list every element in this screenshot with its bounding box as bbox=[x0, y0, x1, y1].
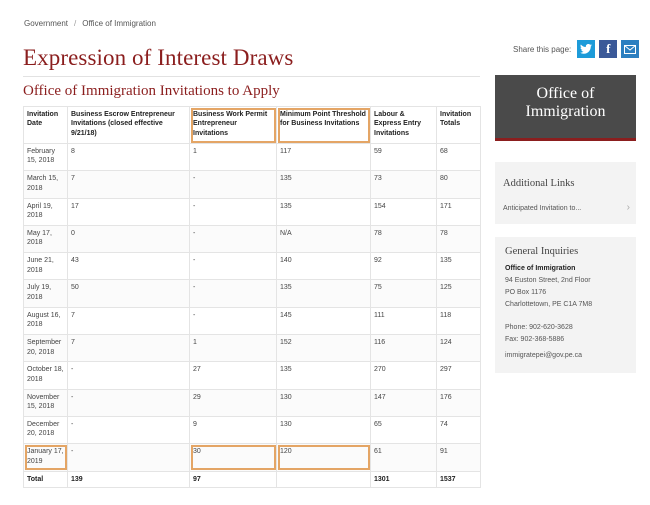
header-business-escrow: Business Escrow Entrepreneur Invitations (closed effective 9/21/18) bbox=[68, 107, 190, 144]
share-bar bbox=[513, 40, 639, 58]
table-row bbox=[24, 335, 481, 362]
cell-business-escrow: - bbox=[68, 389, 190, 416]
page-title: Expression of Interest Draws bbox=[23, 45, 294, 70]
cell-minimum-threshold: 145 bbox=[277, 307, 371, 334]
invitations-table bbox=[23, 106, 481, 488]
cell-business-work-permit: - bbox=[190, 225, 277, 252]
cell-business-work-permit: - bbox=[190, 253, 277, 280]
title-divider bbox=[23, 76, 480, 77]
header-invitation-totals: Invitation Totals bbox=[437, 107, 481, 144]
cell-labour-express: 270 bbox=[371, 362, 437, 389]
cell-business-work-permit: - bbox=[190, 307, 277, 334]
cell-business-work-permit: - bbox=[190, 198, 277, 225]
total-cell-business-work-permit: 97 bbox=[190, 471, 277, 487]
cell-business-work-permit: 29 bbox=[190, 389, 277, 416]
inquiries-phone: Phone: 902-620-3628 bbox=[505, 324, 573, 331]
cell-invitation-total: 68 bbox=[437, 144, 481, 171]
share-label: Share this page: bbox=[513, 44, 572, 54]
header-labour-express-entry: Labour & Express Entry Invitations bbox=[371, 107, 437, 144]
cell-minimum-threshold: 117 bbox=[277, 144, 371, 171]
cell-invitation-total: 124 bbox=[437, 335, 481, 362]
cell-invitation-total: 91 bbox=[437, 444, 481, 471]
additional-links-panel bbox=[495, 162, 636, 224]
cell-business-work-permit: 27 bbox=[190, 362, 277, 389]
cell-business-escrow: 0 bbox=[68, 225, 190, 252]
cell-business-escrow: - bbox=[68, 444, 190, 471]
cell-labour-express: 147 bbox=[371, 389, 437, 416]
cell-business-escrow: 7 bbox=[68, 171, 190, 198]
cell-business-work-permit: 1 bbox=[190, 144, 277, 171]
cell-minimum-threshold: 135 bbox=[277, 198, 371, 225]
total-cell-invitation-total: 1537 bbox=[437, 471, 481, 487]
cell-date: January 17, 2019 bbox=[24, 444, 68, 471]
cell-business-work-permit: - bbox=[190, 280, 277, 307]
breadcrumb-item-government[interactable]: Government bbox=[24, 19, 69, 28]
cell-invitation-total: 135 bbox=[437, 253, 481, 280]
cell-minimum-threshold: 140 bbox=[277, 253, 371, 280]
cell-date: June 21, 2018 bbox=[24, 253, 68, 280]
inquiries-email-link[interactable]: immigratepei@gov.pe.ca bbox=[505, 352, 583, 359]
additional-links-title: Additional Links bbox=[503, 178, 575, 189]
cell-date: September 20, 2018 bbox=[24, 335, 68, 362]
table-row bbox=[24, 307, 481, 334]
cell-invitation-total: 125 bbox=[437, 280, 481, 307]
inquiries-address-line1: 94 Euston Street, 2nd Floor bbox=[505, 277, 591, 284]
cell-date: December 20, 2018 bbox=[24, 416, 68, 443]
inquiries-address-line2: PO Box 1176 bbox=[505, 289, 547, 296]
cell-business-escrow: 8 bbox=[68, 144, 190, 171]
inquiries-fax: Fax: 902-368-5886 bbox=[505, 336, 565, 343]
facebook-icon[interactable]: f bbox=[599, 40, 617, 58]
section-title: Office of Immigration Invitations to Apply bbox=[23, 83, 280, 99]
cell-minimum-threshold: 152 bbox=[277, 335, 371, 362]
cell-date: May 17, 2018 bbox=[24, 225, 68, 252]
anticipated-invitation-link[interactable]: Anticipated Invitation to... bbox=[503, 205, 582, 212]
cell-date: March 15, 2018 bbox=[24, 171, 68, 198]
cell-invitation-total: 74 bbox=[437, 416, 481, 443]
cell-minimum-threshold: 135 bbox=[277, 171, 371, 198]
table-row bbox=[24, 362, 481, 389]
cell-date: August 16, 2018 bbox=[24, 307, 68, 334]
table-total-row bbox=[24, 471, 481, 487]
breadcrumb bbox=[24, 19, 156, 28]
cell-minimum-threshold: N/A bbox=[277, 225, 371, 252]
general-inquiries-panel bbox=[495, 237, 636, 373]
cell-date: July 19, 2018 bbox=[24, 280, 68, 307]
table-row bbox=[24, 198, 481, 225]
table-row bbox=[24, 171, 481, 198]
cell-date: April 19, 2018 bbox=[24, 198, 68, 225]
inquiries-address-line3: Charlottetown, PE C1A 7M8 bbox=[505, 301, 593, 308]
cell-business-work-permit: 1 bbox=[190, 335, 277, 362]
cell-business-escrow: 50 bbox=[68, 280, 190, 307]
header-invitation-date: Invitation Date bbox=[24, 107, 68, 144]
office-of-immigration-card[interactable]: Office of Immigration bbox=[495, 75, 636, 138]
cell-business-escrow: - bbox=[68, 362, 190, 389]
cell-business-work-permit: 30 bbox=[190, 444, 277, 471]
cell-invitation-total: 297 bbox=[437, 362, 481, 389]
table-row bbox=[24, 280, 481, 307]
table-row bbox=[24, 389, 481, 416]
table-row bbox=[24, 225, 481, 252]
cell-date: October 18, 2018 bbox=[24, 362, 68, 389]
total-cell-business-escrow: 139 bbox=[68, 471, 190, 487]
cell-labour-express: 116 bbox=[371, 335, 437, 362]
cell-minimum-threshold: 130 bbox=[277, 389, 371, 416]
header-business-work-permit: Business Work Permit Entrepreneur Invitations bbox=[190, 107, 277, 144]
table-row bbox=[24, 416, 481, 443]
cell-minimum-threshold: 120 bbox=[277, 444, 371, 471]
cell-minimum-threshold: 130 bbox=[277, 416, 371, 443]
table-row bbox=[24, 444, 481, 471]
email-icon[interactable] bbox=[621, 40, 639, 58]
table-header-row bbox=[24, 107, 481, 144]
cell-invitation-total: 78 bbox=[437, 225, 481, 252]
card-accent-bar bbox=[495, 138, 636, 141]
cell-minimum-threshold: 135 bbox=[277, 362, 371, 389]
chevron-right-icon[interactable]: › bbox=[626, 202, 630, 213]
cell-business-escrow: 7 bbox=[68, 335, 190, 362]
cell-business-escrow: 43 bbox=[68, 253, 190, 280]
cell-labour-express: 65 bbox=[371, 416, 437, 443]
cell-invitation-total: 176 bbox=[437, 389, 481, 416]
total-cell-labour-express: 1301 bbox=[371, 471, 437, 487]
cell-business-work-permit: - bbox=[190, 171, 277, 198]
cell-business-escrow: 7 bbox=[68, 307, 190, 334]
cell-labour-express: 73 bbox=[371, 171, 437, 198]
cell-business-work-permit: 9 bbox=[190, 416, 277, 443]
cell-business-escrow: 17 bbox=[68, 198, 190, 225]
cell-invitation-total: 80 bbox=[437, 171, 481, 198]
inquiries-org: Office of Immigration bbox=[505, 265, 576, 272]
breadcrumb-item-office[interactable]: Office of Immigration bbox=[82, 19, 156, 28]
cell-minimum-threshold: 135 bbox=[277, 280, 371, 307]
cell-date: February 15, 2018 bbox=[24, 144, 68, 171]
general-inquiries-title: General Inquiries bbox=[505, 246, 579, 257]
cell-invitation-total: 171 bbox=[437, 198, 481, 225]
cell-labour-express: 61 bbox=[371, 444, 437, 471]
cell-business-escrow: - bbox=[68, 416, 190, 443]
cell-labour-express: 154 bbox=[371, 198, 437, 225]
table-row bbox=[24, 253, 481, 280]
total-cell-minimum-threshold bbox=[277, 471, 371, 487]
cell-date: November 15, 2018 bbox=[24, 389, 68, 416]
total-label: Total bbox=[24, 471, 68, 487]
twitter-icon[interactable] bbox=[577, 40, 595, 58]
breadcrumb-separator: / bbox=[74, 19, 77, 28]
header-minimum-point-threshold: Minimum Point Threshold for Business Invitations bbox=[277, 107, 371, 144]
cell-labour-express: 75 bbox=[371, 280, 437, 307]
cell-invitation-total: 118 bbox=[437, 307, 481, 334]
table-row bbox=[24, 144, 481, 171]
cell-labour-express: 78 bbox=[371, 225, 437, 252]
cell-labour-express: 59 bbox=[371, 144, 437, 171]
cell-labour-express: 111 bbox=[371, 307, 437, 334]
cell-labour-express: 92 bbox=[371, 253, 437, 280]
